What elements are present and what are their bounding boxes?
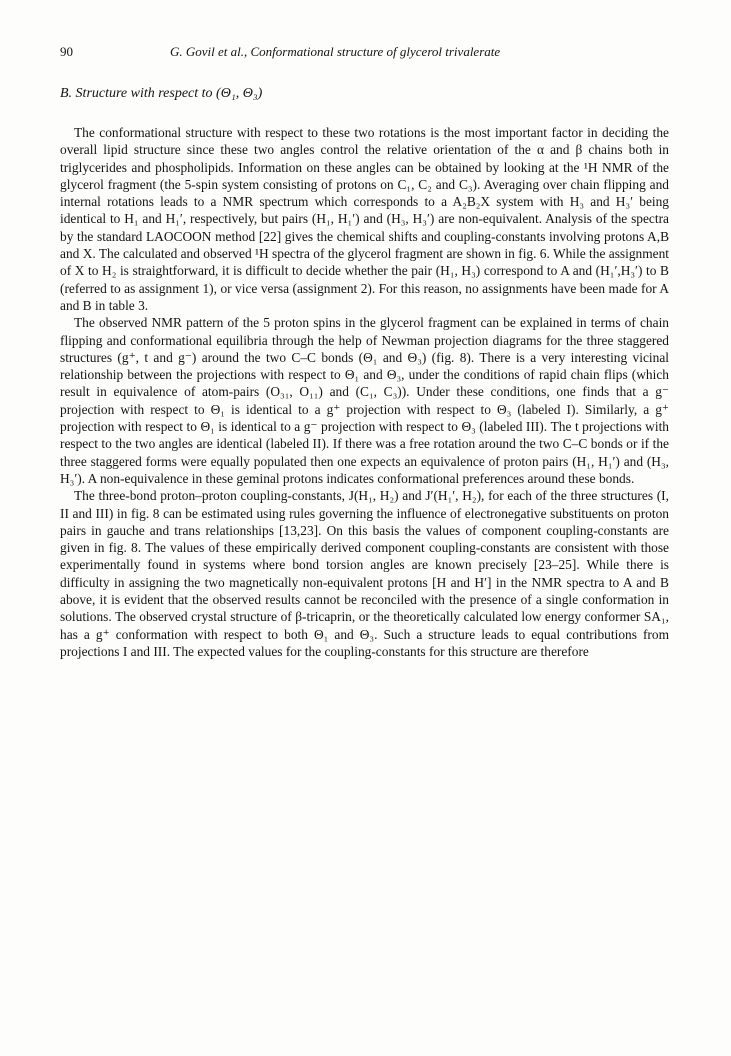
body-text xyxy=(60,124,669,660)
running-title: G. Govil et al., Conformational structure of glycerol trivalerate xyxy=(170,44,501,59)
section-heading: B. Structure with respect to (Θ₁, Θ₃) xyxy=(60,86,263,101)
paragraph: The three-bond proton–proton coupling-constants, J(H₁, H₂) and J′(H₁′, H₂), for each of the three structures (I, II and III) in fig. 8 can be estimated using rules governing the influence of electronegative substituents on proton pairs in gauche and trans relationships [13,23]. On this basis the values of component coupling-constants are given in fig. 8. The values of these empirically derived component coupling-constants are consistent with those experimentally found in systems where bond torsion angles are known precisely [23–25]. While there is difficulty in assigning the two magnetically non-equivalent protons [H and H′] in the NMR spectra to A and B above, it is evident that the observed results cannot be reconciled with the presence of a single conformation in solutions. The observed crystal structure of β-tricaprin, or the theoretically calculated low energy conformer SA₁, has a g⁺ conformation with respect to both Θ₁ and Θ₃. Such a structure leads to equal contributions from projections I and III. The expected values for the coupling-constants for this structure are therefore xyxy=(60,488,669,659)
paragraph: The observed NMR pattern of the 5 proton spins in the glycerol fragment can be explained in terms of chain flipping and conformational equilibria through the help of Newman projection diagrams for the three staggered structures (g⁺, t and g⁻) around the two C–C bonds (Θ₁ and Θ₃) (fig. 8). There is a very interesting vicinal relationship between the projections with respect to Θ₁ and Θ₃, under the conditions of rapid chain flips (which result in equivalence of atom-pairs (O₃₁, O₁₁) and (C₁, C₃)). Under these conditions, one finds that a g⁻ projection with respect to Θ₁ is identical to a g⁺ projection with respect to Θ₃ (labeled I). Similarly, a g⁺ projection with respect to Θ₁ is identical to a g⁻ projection with respect to Θ₃ (labeled III). The t projections with respect to the two angles are identical (labeled II). If there was a free rotation around the two C–C bonds or if the three staggered forms were equally populated then one expects an equivalence of proton pairs (H₁, H₁′) and (H₃, H₃′). A non-equivalence in these geminal protons indicates conformational preferences around these bonds. xyxy=(60,315,669,486)
paragraph: The conformational structure with respect to these two rotations is the most important factor in deciding the overall lipid structure since these two angles control the relative orientation of the α and β chains both in triglycerides and phospholipids. Information on these angles can be obtained by looking at the ¹H NMR of the glycerol fragment (the 5-spin system consisting of protons on C₁, C₂ and C₃). Averaging over chain flipping and internal rotations leads to a NMR spectrum which corresponds to a A₂B₂X system with H₃ and H₃′ being identical to H₁ and H₁′, respectively, but pairs (H₁, H₁′) and (H₃, H₃′) are non-equivalent. Analysis of the spectra by the standard LAOCOON method [22] gives the chemical shifts and coupling-constants involving protons A,B and X. The calculated and observed ¹H spectra of the glycerol fragment are shown in fig. 6. While the assignment of X to H₂ is straightforward, it is difficult to decide whether the pair (H₁, H₃) correspond to A and (H₁′,H₃′) to B (referred to as assignment 1), or vice versa (assignment 2). For this reason, no assignments have been made for A and B in table 3. xyxy=(60,125,669,313)
page-number: 90 xyxy=(60,44,73,59)
running-header xyxy=(60,44,660,64)
